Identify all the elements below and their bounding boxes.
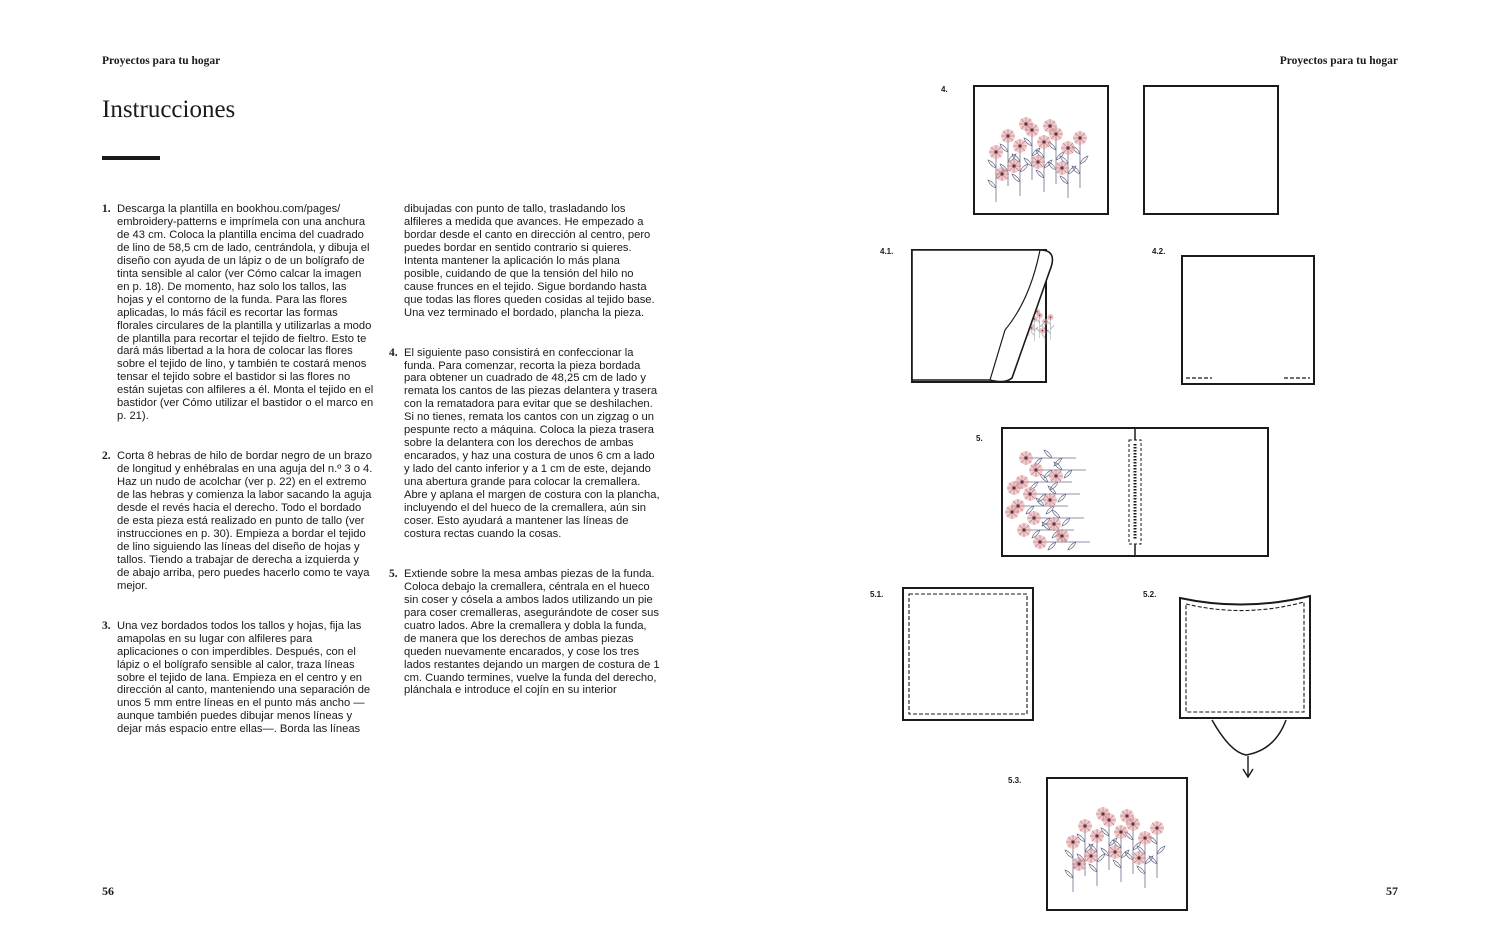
step-text: Descarga la plantilla en bookhou.com/pages/ embroidery-patterns e imprímela con una anchura de 43 cm. Coloca la plantilla encima del cuadrado de lino de 58,5 cm de lado, centrándola, y dibuja el diseño con ayuda de un lápiz o de un bolígrafo de tinta sensible al calor (ver Cómo calcar la imagen en p. 18). De momento, haz solo los tallos, las hojas y el contorno de la funda. Para las flores aplicadas, lo más fácil es recortar las formas florales circulares de la plantilla y utilizarlas a modo de plantilla para recortar el tejido de fieltro. Esto te dará más libertad a la hora de colocar las flores sobre el tejido de lino, y también te costará menos tensar el tejido sobre el bastidor si las flores no están sujetas con alfileres a él. Monta el tejido en el bastidor (ver Cómo utilizar el bastidor o el marco en p. 21).	[117, 203, 374, 423]
step-number: 4.	[389, 346, 398, 359]
step-text: Extiende sobre la mesa ambas piezas de la funda. Coloca debajo la cremallera, céntrala en el hueco sin coser y cósela a ambos lados utilizando un pie para coser cremalleras, asegurándote de coser sus cuatro lados. Abre la cremallera y dobla la funda, de manera que los derechos de ambas piezas queden nuevamente encarados, y cose los tres lados restantes dejando un margen de costura de 1 cm. Cuando termines, vuelve la funda del derecho, plánchala e introduce el cojín en su interior	[404, 567, 660, 697]
page-number-right: 57	[1386, 884, 1398, 898]
step-text: Una vez bordados todos los tallos y hojas, fija las amapolas en su lugar con alfileres para aplicaciones o con imperdibles. Después, con el lápiz o el bolígrafo sensible al calor, traza líneas sobre el tejido de lana. Empieza en el centro y en dirección al canto, manteniendo una separación de unos 5 mm entre líneas en el punto más ancho —aunque también puedes dibujar menos líneas y dejar más espacio entre ellas—. Borda las líneas	[117, 619, 371, 736]
step-number: 3.	[102, 619, 111, 632]
figure-label-4-2: 4.2.	[1152, 247, 1166, 256]
figure-4-front	[974, 86, 1108, 214]
figure-4-back	[1144, 86, 1278, 214]
figure-5-zipper	[1002, 428, 1268, 556]
figure-4-2-stitch	[1182, 256, 1314, 384]
figure-label-4: 4.	[941, 85, 948, 94]
step-text: dibujadas con punto de tallo, trasladando los alfileres a medida que avances. He empezado a bordar desde el canto en dirección al centro, pero puedes bordar en sentido contrario si quieres. Intenta mantener la aplicación lo más plana posible, cuidando de que la tensión del hilo no cause frunces en el tejido. Sigue bordando hasta que todas las flores queden cosidas al tejido base. Una vez terminado el bordado, plancha la pieza.	[404, 203, 655, 319]
figure-label-5: 5.	[976, 434, 983, 443]
figure-label-5-1: 5.1.	[870, 590, 884, 599]
running-header-right: Proyectos para tu hogar	[1279, 55, 1398, 67]
figure-label-5-2: 5.2.	[1143, 590, 1157, 599]
figure-label-5-3: 5.3.	[1008, 776, 1022, 785]
step-number: 5.	[389, 567, 398, 580]
page-number-left: 56	[102, 884, 114, 898]
figure-label-4-1: 4.1.	[880, 247, 894, 256]
figure-5-3-finished	[1047, 778, 1187, 910]
step-text: El siguiente paso consistirá en confeccionar la funda. Para comenzar, recorta la pieza bordada para obtener un cuadrado de 48,25 cm de lado y remata los cantos de las piezas delantera y trasera con la rematadora para evitar que se deshilachen. Si no tienes, remata los cantos con un zigzag o un pespunte recto a máquina. Coloca la pieza trasera sobre la delantera con los derechos de ambas encarados, y haz una costura de unos 6 cm a lado y lado del canto inferior y a 1 cm de este, dejando una abertura grande para colocar la cremallera. Abre y aplana el margen de costura con la plancha, incluyendo el del hueco de la cremallera, aún sin coser. Esto ayudará a mantener las líneas de costura rectas cuando la cosas.	[404, 346, 660, 540]
step-number: 2.	[102, 450, 111, 463]
step-text: Corta 8 hebras de hilo de bordar negro de un brazo de longitud y enhébralas en una aguja del n.º 3 o 4. Haz un nudo de acolchar (ver p. 22) en el extremo de las hebras y comienza la labor sacando la aguja desde el revés hacia el derecho. Todo el bordado de esta pieza está realizado en punto de tallo (ver instrucciones en p. 30). Empieza a bordar el tejido de lino siguiendo las líneas del diseño de hojas y tallos. Tiendo a trabajar de derecha a izquierda y de abajo arriba, pero puedes hacerlo como te vaya mejor.	[117, 450, 373, 592]
running-header-left: Proyectos para tu hogar	[102, 55, 221, 67]
step-number: 1.	[102, 203, 111, 215]
page-title: Instrucciones	[102, 96, 236, 123]
figure-4-1-folded	[912, 250, 1054, 382]
figure-5-2-turn	[1180, 596, 1310, 777]
figure-5-1-sewn	[903, 588, 1033, 720]
